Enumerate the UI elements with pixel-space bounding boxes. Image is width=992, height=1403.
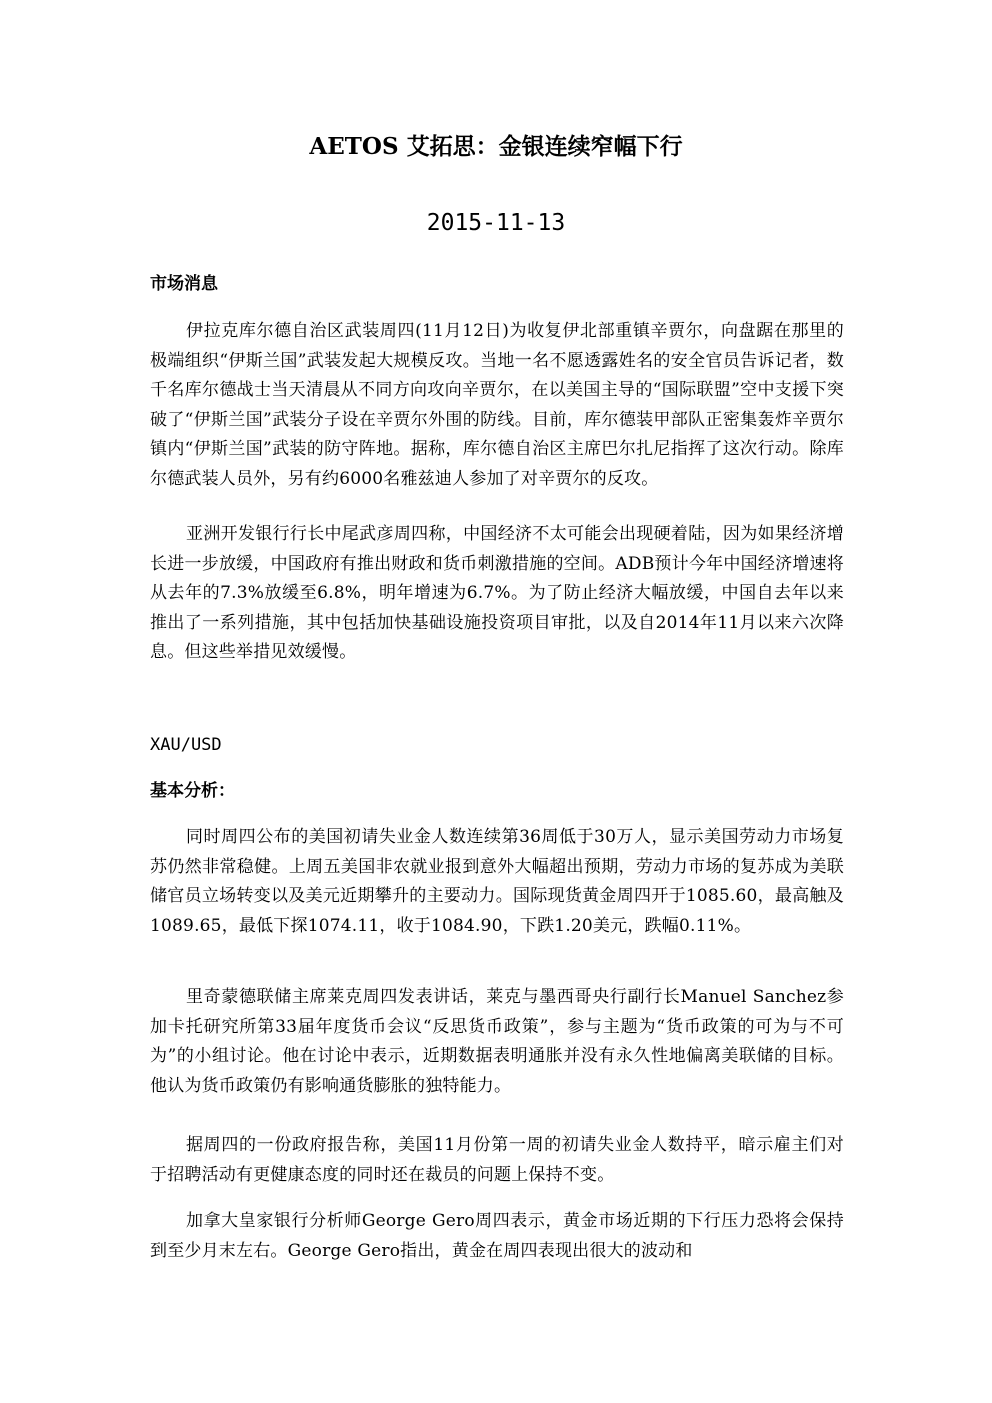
paragraph: 里奇蒙德联储主席莱克周四发表讲话，莱克与墨西哥央行副行长Manuel Sanchez参加卡托研究所第33届年度货币会议“反思货币政策”，参与主题为“货币政策的可为与不可为”的小组讨论。他在讨论中表示，近期数据表明通胀并没有永久性地偏离美联储的目标。他认为货币政策仍有影响通货膨胀的独特能力。 <box>150 987 844 1096</box>
paragraph: 据周四的一份政府报告称，美国11月份第一周的初请失业金人数持平，暗示雇主们对于招聘活动有更健康态度的同时还在裁员的问题上保持不变。 <box>150 1135 844 1185</box>
document-title: AETOS 艾拓思：金银连续窄幅下行 <box>309 133 683 160</box>
paragraph: 亚洲开发银行行长中尾武彦周四称，中国经济不太可能会出现硬着陆，因为如果经济增长进一步放缓，中国政府有推出财政和货币刺激措施的空间。ADB预计今年中国经济增速将从去年的7.3%放缓至6.8%，明年增速为6.7%。为了防止经济大幅放缓，中国自去年以来推出了一系列措施，其中包括加快基础设施投资项目审批，以及自2014年11月以来六次降息。但这些举措见效缓慢。 <box>150 524 844 662</box>
paragraph: 同时周四公布的美国初请失业金人数连续第36周低于30万人，显示美国劳动力市场复苏仍然非常稳健。上周五美国非农就业报到意外大幅超出预期，劳动力市场的复苏成为美联储官员立场转变以及美元近期攀升的主要动力。国际现货黄金周四开于1085.60，最高触及1089.65，最低下探1074.11，收于1084.90，下跌1.20美元，跌幅0.11%。 <box>150 827 844 936</box>
paragraph: 伊拉克库尔德自治区武装周四(11月12日)为收复伊北部重镇辛贾尔，向盘踞在那里的极端组织“伊斯兰国”武装发起大规模反攻。当地一名不愿透露姓名的安全官员告诉记者，数千名库尔德战士当天清晨从不同方向攻向辛贾尔，在以美国主导的“国际联盟”空中支援下突破了“伊斯兰国”武装分子设在辛贾尔外围的防线。目前，库尔德装甲部队正密集轰炸辛贾尔镇内“伊斯兰国”武装的防守阵地。据称，库尔德自治区主席巴尔扎尼指挥了这次行动。除库尔德武装人员外，另有约6000名雅兹迪人参加了对辛贾尔的反攻。 <box>150 321 844 489</box>
document-date: 2015-11-13 <box>426 210 566 236</box>
paragraph: 加拿大皇家银行分析师George Gero周四表示，黄金市场近期的下行压力恐将会保持到至少月末左右。George Gero指出，黄金在周四表现出很大的波动和 <box>150 1211 844 1261</box>
symbol-heading: XAU/USD <box>150 735 222 755</box>
section-heading-fundamental-analysis: 基本分析： <box>150 781 235 801</box>
section-heading-market-news: 市场消息 <box>150 274 218 294</box>
